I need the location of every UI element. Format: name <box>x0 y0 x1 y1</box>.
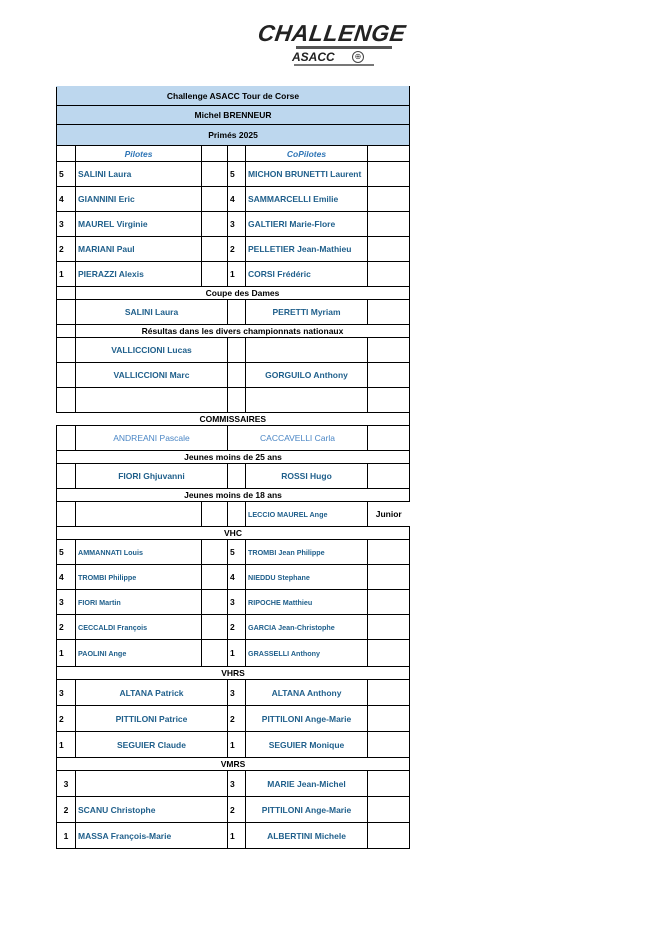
pilote-name: MARIANI Paul <box>76 237 202 262</box>
copilote-name: MARIE Jean-Michel <box>246 771 368 797</box>
table-row <box>57 300 410 325</box>
copilote-name: TROMBI Jean Philippe <box>246 540 368 565</box>
copilote-name: PITTILONI Ange-Marie <box>246 706 368 732</box>
section-row <box>57 325 410 338</box>
rank-cell: 2 <box>57 797 76 823</box>
pilote-name <box>76 388 228 413</box>
logo-stripe <box>296 46 392 49</box>
pilote-name: SCANU Christophe <box>76 797 228 823</box>
rank-cell: 4 <box>228 187 246 212</box>
pilote-name: MASSA François-Marie <box>76 823 228 849</box>
logo-emblem-icon: ⊕ <box>352 51 364 63</box>
logo-tagline-stripe <box>294 64 374 66</box>
rank-cell: 2 <box>57 237 76 262</box>
rank-cell: 1 <box>228 262 246 287</box>
page-subtitle: Michel BRENNEUR <box>57 106 410 125</box>
page-year: Primés 2025 <box>57 125 410 146</box>
copilote-name: LECCIO MAUREL Ange <box>246 502 368 527</box>
section-title-nationaux: Résultas dans les divers championnats nationaux <box>76 325 410 338</box>
rank-cell: 3 <box>228 212 246 237</box>
rank-cell: 2 <box>228 615 246 640</box>
table-row <box>57 732 410 758</box>
rank-cell: 1 <box>228 823 246 849</box>
table-row <box>57 797 410 823</box>
rank-cell: 2 <box>228 706 246 732</box>
column-header-pilotes: Pilotes <box>76 146 202 162</box>
table-row <box>57 640 410 667</box>
column-header-row <box>57 146 410 162</box>
rank-cell: 1 <box>57 732 76 758</box>
pilote-name: CECCALDI François <box>76 615 202 640</box>
logo-wordmark: CHALLENGE <box>256 20 408 46</box>
column-header-copilotes: CoPilotes <box>246 146 368 162</box>
section-row <box>57 451 410 464</box>
table-row <box>57 363 410 388</box>
copilote-name: MICHON BRUNETTI Laurent <box>246 162 368 187</box>
section-title-jeunes18: Jeunes moins de 18 ans <box>57 489 410 502</box>
copilote-name: GARCIA Jean-Christophe <box>246 615 368 640</box>
rank-cell: 1 <box>57 823 76 849</box>
table-row <box>57 706 410 732</box>
section-row <box>57 758 410 771</box>
copilote-name: ALTANA Anthony <box>246 680 368 706</box>
section-row <box>57 287 410 300</box>
copilote-name <box>246 338 368 363</box>
table-row <box>57 187 410 212</box>
table-row <box>57 212 410 237</box>
pilote-name: FIORI Ghjuvanni <box>76 464 228 489</box>
rank-cell: 3 <box>57 680 76 706</box>
table-row <box>57 540 410 565</box>
copilote-name: ROSSI Hugo <box>246 464 368 489</box>
pilote-name: MAUREL Virginie <box>76 212 202 237</box>
table-row <box>57 680 410 706</box>
section-title-jeunes25: Jeunes moins de 25 ans <box>57 451 410 464</box>
commissaire-name: ANDREANI Pascale <box>76 426 228 451</box>
rank-cell: 2 <box>228 797 246 823</box>
table-row <box>57 426 410 451</box>
rank-cell: 1 <box>57 262 76 287</box>
pilote-name: SALINI Laura <box>76 162 202 187</box>
pilote-name: SEGUIER Claude <box>76 732 228 758</box>
section-title-vhc: VHC <box>57 527 410 540</box>
challenge-logo <box>256 20 408 66</box>
rank-cell: 5 <box>57 162 76 187</box>
pilote-name: VALLICCIONI Marc <box>76 363 228 388</box>
pilote-name: TROMBI Philippe <box>76 565 202 590</box>
header-row <box>57 87 410 106</box>
copilote-name: GALTIERI Marie-Flore <box>246 212 368 237</box>
copilote-name: PERETTI Myriam <box>246 300 368 325</box>
rank-cell: 5 <box>228 162 246 187</box>
rank-cell: 3 <box>57 590 76 615</box>
copilote-name: SEGUIER Monique <box>246 732 368 758</box>
table-row <box>57 565 410 590</box>
rank-cell: 1 <box>228 640 246 667</box>
pilote-name: PIERAZZI Alexis <box>76 262 202 287</box>
section-row <box>57 667 410 680</box>
copilote-name: PELLETIER Jean-Mathieu <box>246 237 368 262</box>
copilote-name: GORGUILO Anthony <box>246 363 368 388</box>
table-row <box>57 502 410 527</box>
pilote-name: SALINI Laura <box>76 300 228 325</box>
rank-cell: 3 <box>57 771 76 797</box>
commissaire-name: CACCAVELLI Carla <box>228 426 368 451</box>
section-row <box>57 413 410 426</box>
rank-cell: 4 <box>57 187 76 212</box>
rank-cell: 3 <box>228 680 246 706</box>
pilote-name: FIORI Martin <box>76 590 202 615</box>
copilote-name <box>246 388 368 413</box>
section-row <box>57 489 410 502</box>
rank-cell: 3 <box>228 590 246 615</box>
rank-cell: 3 <box>57 212 76 237</box>
copilote-name: RIPOCHE Matthieu <box>246 590 368 615</box>
rank-cell: 2 <box>57 615 76 640</box>
rank-cell: 4 <box>228 565 246 590</box>
rank-cell: 5 <box>57 540 76 565</box>
copilote-name: NIEDDU Stephane <box>246 565 368 590</box>
section-title-vmrs: VMRS <box>57 758 410 771</box>
pilote-name: PITTILONI Patrice <box>76 706 228 732</box>
junior-note: Junior <box>368 502 410 527</box>
header-row <box>57 125 410 146</box>
pilote-name: AMMANNATI Louis <box>76 540 202 565</box>
section-title-commissaires: COMMISSAIRES <box>57 413 410 426</box>
pilote-name <box>76 771 228 797</box>
results-table <box>56 86 410 849</box>
copilote-name: PITTILONI Ange-Marie <box>246 797 368 823</box>
pilote-name: GIANNINI Eric <box>76 187 202 212</box>
rank-cell: 4 <box>57 565 76 590</box>
table-row <box>57 615 410 640</box>
section-title-dames: Coupe des Dames <box>76 287 410 300</box>
copilote-name: SAMMARCELLI Emilie <box>246 187 368 212</box>
table-row <box>57 237 410 262</box>
table-row <box>57 771 410 797</box>
copilote-name: ALBERTINI Michele <box>246 823 368 849</box>
table-row <box>57 262 410 287</box>
logo-subtitle: ASACC <box>292 50 335 64</box>
rank-cell: 1 <box>228 732 246 758</box>
rank-cell: 5 <box>228 540 246 565</box>
rank-cell: 2 <box>57 706 76 732</box>
section-title-vhrs: VHRS <box>57 667 410 680</box>
table-row <box>57 388 410 413</box>
table-row <box>57 590 410 615</box>
copilote-name: GRASSELLI Anthony <box>246 640 368 667</box>
copilote-name: CORSI Frédéric <box>246 262 368 287</box>
table-row <box>57 162 410 187</box>
pilote-name: VALLICCIONI Lucas <box>76 338 228 363</box>
rank-cell: 1 <box>57 640 76 667</box>
header-row <box>57 106 410 125</box>
section-row <box>57 527 410 540</box>
table-row <box>57 823 410 849</box>
table-row <box>57 338 410 363</box>
rank-cell: 3 <box>228 771 246 797</box>
pilote-name: ALTANA Patrick <box>76 680 228 706</box>
pilote-name: PAOLINI Ange <box>76 640 202 667</box>
rank-cell: 2 <box>228 237 246 262</box>
table-row <box>57 464 410 489</box>
page-title: Challenge ASACC Tour de Corse <box>57 87 410 106</box>
